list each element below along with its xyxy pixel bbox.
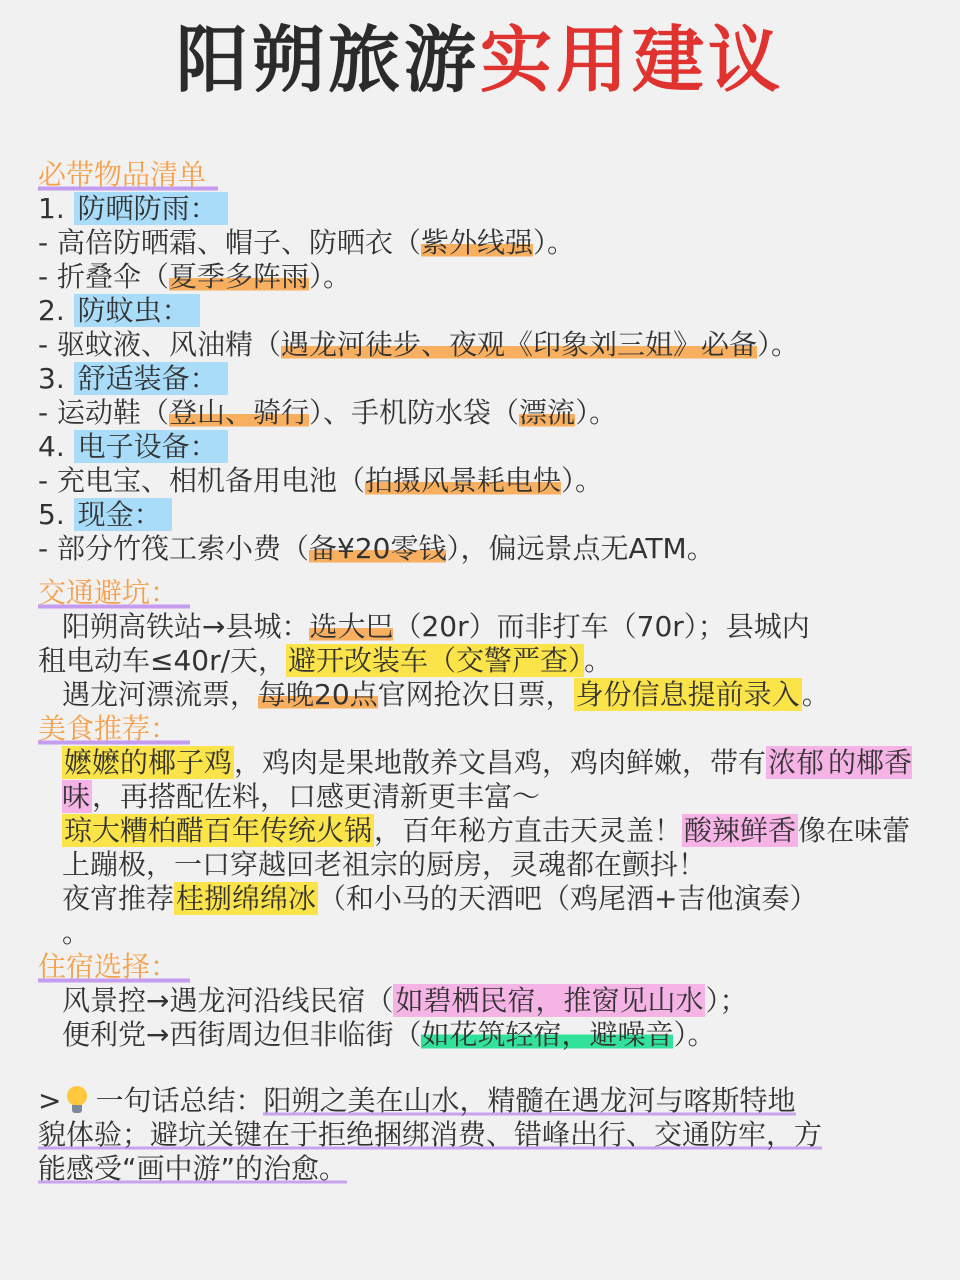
transport-highlight: 避开改装车（交警严查）: [288, 644, 583, 677]
food-text: ，百年秘方直击天灵盖！: [374, 814, 683, 847]
lodging-line-1: [38, 984, 928, 1018]
item-label: 舒适装备：: [74, 362, 228, 395]
transport-text: （20r）而非打车（70r）；县城内: [393, 610, 810, 643]
section-heading-lodging: 住宿选择：: [38, 950, 190, 984]
detail-highlight: 紫外线强: [421, 226, 534, 259]
summary-line-2: [38, 1118, 928, 1152]
item-label: 现金：: [74, 498, 172, 531]
page-title: [0, 12, 960, 108]
section-heading-packing: 必带物品清单: [38, 158, 218, 192]
packing-heading-row: [38, 158, 928, 192]
packing-detail: [38, 226, 928, 260]
food-highlight: 琼大糟柏醋百年传统火锅: [64, 814, 373, 847]
summary-text: 能感受“画中游”的治愈。: [38, 1152, 348, 1185]
content: [38, 158, 928, 1186]
section-heading-food: 美食推荐：: [38, 712, 190, 746]
detail-text: - 折叠伞（: [38, 260, 170, 293]
lodging-highlight: 如碧栖民宿，推窗见山水: [395, 984, 704, 1017]
detail-highlight: 遇龙河徒步、夜观《印象刘三姐》必备: [281, 328, 758, 361]
packing-detail: [38, 532, 928, 566]
section-heading-transport: 交通避坑：: [38, 576, 190, 610]
food-paragraph-1: [38, 746, 928, 814]
detail-highlight: 拍摄风景耗电快: [365, 464, 562, 497]
lodging-heading-row: [38, 950, 928, 984]
item-number: 4.: [38, 430, 74, 463]
detail-text: - 充电宝、相机备用电池（: [38, 464, 366, 497]
summary-lead: 一句话总结：: [95, 1084, 264, 1117]
detail-highlight: 备¥20零钱: [309, 532, 447, 565]
detail-text: - 部分竹筏工索小费（: [38, 532, 310, 565]
summary-text: 貌体验；避坑关键在于拒绝捆绑消费、错峰出行、交通防牢，方: [38, 1118, 823, 1151]
detail-highlight: 登山、骑行: [169, 396, 310, 429]
detail-text: ）。: [309, 260, 352, 293]
food-text: 。: [62, 916, 91, 949]
item-number: 3.: [38, 362, 74, 395]
packing-detail: [38, 260, 928, 294]
transport-text: 租电动车≤40r/天，: [38, 644, 287, 677]
title-part-1: 阳朔旅游: [175, 18, 480, 102]
detail-text: - 驱蚊液、风油精（: [38, 328, 282, 361]
lodging-text: ）。: [673, 1018, 716, 1051]
transport-line-1: [38, 610, 928, 644]
detail-highlight: 夏季多阵雨: [169, 260, 310, 293]
lodging-line-2: [38, 1018, 928, 1052]
packing-item-5: [38, 498, 928, 532]
transport-text: 。: [801, 678, 830, 711]
food-paragraph-3: [38, 882, 928, 950]
food-text: （和小马的天酒吧（鸡尾酒+吉他演奏）: [318, 882, 818, 915]
food-highlight: 酸辣鲜香: [684, 814, 797, 847]
packing-item-2: [38, 294, 928, 328]
detail-text: ）。: [533, 226, 576, 259]
item-number: 2.: [38, 294, 74, 327]
transport-highlight: 选大巴: [309, 610, 394, 643]
detail-text: ）。: [561, 464, 604, 497]
transport-highlight: 身份信息提前录入: [575, 678, 800, 711]
transport-text: 。: [584, 644, 613, 677]
summary-line-3: [38, 1152, 928, 1186]
food-heading-row: [38, 712, 928, 746]
detail-text: - 运动鞋（: [38, 396, 170, 429]
item-number: 1.: [38, 192, 74, 225]
item-number: 5.: [38, 498, 74, 531]
lodging-text: 便利党→西街周边但非临街（: [62, 1018, 422, 1051]
food-highlight: 浓郁: [768, 746, 825, 779]
food-text: ，鸡肉是果地散养文昌鸡，鸡肉鲜嫩，带有: [234, 746, 767, 779]
packing-item-1: [38, 192, 928, 226]
food-text: ，再搭配佐料，口感更清新更丰富～: [92, 780, 541, 813]
food-text: 像: [798, 814, 827, 847]
detail-text: ），偏远景点无ATM。: [446, 532, 715, 565]
transport-highlight: 每晚20点: [258, 678, 378, 711]
transport-line-2: [38, 644, 928, 678]
transport-heading-row: [38, 576, 928, 610]
summary-text: 阳朔之美在山水，精髓在遇龙河与喀斯特地: [263, 1084, 796, 1117]
detail-text: ）。: [757, 328, 800, 361]
food-highlight: 桂捌绵绵冰: [176, 882, 317, 915]
item-label: 电子设备：: [74, 430, 228, 463]
detail-highlight: 漂流: [519, 396, 576, 429]
transport-text: 官网抢次日票，: [377, 678, 574, 711]
summary-prefix: >: [38, 1084, 62, 1117]
item-label: 防蚊虫：: [74, 294, 200, 327]
lightbulb-icon: [65, 1086, 89, 1114]
detail-text: ）、手机防水袋（: [309, 396, 520, 429]
title-part-2: 实用建议: [480, 18, 785, 102]
lodging-text: ）；: [705, 984, 748, 1017]
transport-line-3: [38, 678, 928, 712]
lodging-highlight: 如花筑轻宿，避噪音: [421, 1018, 674, 1051]
summary-line-1: [38, 1084, 928, 1118]
spacer: [38, 1052, 928, 1070]
packing-item-4: [38, 430, 928, 464]
packing-detail: [38, 464, 928, 498]
packing-detail: [38, 328, 928, 362]
packing-item-3: [38, 362, 928, 396]
food-text: 在味蕾上蹦极，一口穿越回老祖宗的厨房，灵魂都在颤抖！: [62, 814, 911, 881]
lodging-text: 风景控→遇龙河沿线民宿（: [62, 984, 394, 1017]
packing-detail: [38, 396, 928, 430]
detail-text: ）。: [575, 396, 618, 429]
transport-text: 阳朔高铁站→县城：: [62, 610, 310, 643]
detail-text: - 高倍防晒霜、帽子、防晒衣（: [38, 226, 422, 259]
food-highlight: 的椰香味: [62, 746, 913, 813]
food-paragraph-2: [38, 814, 928, 882]
item-label: 防晒防雨：: [74, 192, 228, 225]
food-highlight: 嬷嬷的椰子鸡: [64, 746, 233, 779]
transport-text: 遇龙河漂流票，: [62, 678, 259, 711]
food-text: 夜宵推荐: [62, 882, 175, 915]
